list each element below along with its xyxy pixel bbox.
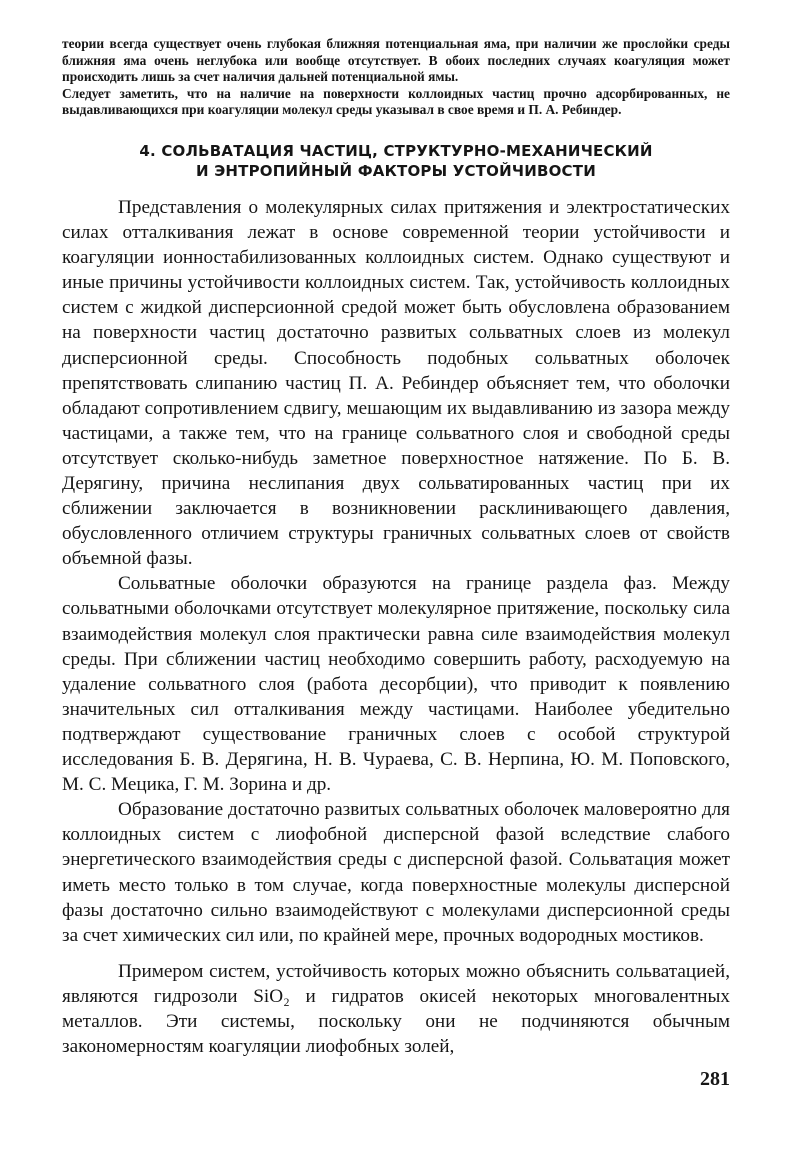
carryover-paragraph-1: теории всегда существует очень глубокая ближняя потенциальная яма, при наличии же прослойки среды ближняя яма очень неглубока или вообще отсутствует. В обоих последних случаях коагуляция может происходить лишь за счет наличия дальней потенциальной ямы. — [62, 36, 730, 85]
section-heading — [62, 141, 730, 181]
book-page — [62, 36, 730, 1059]
page-number: 281 — [700, 1068, 730, 1090]
body-paragraph-4: Примером систем, устойчивость которых можно объяснить сольватацией, являются гидрозоли SiO₂ и гидратов окисей некоторых многовалентных металлов. Эти системы, поскольку они не подчиняются обычным закономерностям коагуляции лиофобных золей, — [62, 960, 730, 1058]
body-paragraph-2: Сольватные оболочки образуются на границе раздела фаз. Между сольватными оболочками отсутствует молекулярное притяжение, поскольку сила взаимодействия молекул слоя практически равна силе взаимодействия молекул среды. При сближении частиц необходимо совершить работу, расходуемую на удаление сольватного слоя (работа десорбции), что приводит к появлению значительных сил отталкивания между частицами. Наиболее убедительно подтверждают существование граничных слоев с особой структурой исследования Б. В. Дерягина, Н. В. Чураева, С. В. Нерпина, Ю. М. Поповского, М. С. Мецика, Г. М. Зорина и др. — [62, 573, 730, 796]
body-paragraph-1: Представления о молекулярных силах притяжения и электростатических силах отталкивания лежат в основе современной теории устойчивости и коагуляции ионностабилизованных коллоидных систем. Однако существуют и иные причины устойчивости коллоидных систем. Так, устойчивость коллоидных систем с жидкой дисперсионной средой может быть обусловлена образованием на поверхности частиц достаточно развитых сольватных слоев из молекул дисперсионной среды. Способность подобных сольватных оболочек препятствовать слипанию частиц П. А. Ребиндер объясняет тем, что оболочки обладают сопротивлением сдвигу, мешающим их выдавливанию из зазора между частицами, а также тем, что на границе сольватного слоя и свободной среды отсутствует сколько-нибудь заметное поверхностное натяжение. По Б. В. Дерягину, причина неслипания двух сольватированных частиц при их сближении заключается в возникновении расклинивающего давления, обусловленного отличием структуры граничных сольватных слоев от свойств объемной фазы. — [62, 196, 730, 570]
body-paragraph-3: Образование достаточно развитых сольватных оболочек маловероятно для коллоидных систем с лиофобной дисперсной фазой вследствие слабого энергетического взаимодействия среды с дисперсной фазой. Сольватация может иметь место только в том случае, когда поверхностные молекулы дисперсной фазы достаточно сильно взаимодействуют с молекулами дисперсионной среды за счет химических сил или, по крайней мере, прочных водородных мостиков. — [62, 799, 730, 946]
section-heading-line-2: И ЭНТРОПИЙНЫЙ ФАКТОРЫ УСТОЙЧИВОСТИ — [196, 161, 596, 180]
section-heading-line-1: 4. СОЛЬВАТАЦИЯ ЧАСТИЦ, СТРУКТУРНО-МЕХАНИЧЕСКИЙ — [139, 141, 653, 160]
carryover-paragraph-2: Следует заметить, что на наличие на поверхности коллоидных частиц прочно адсорбированных, не выдавливающихся при коагуляции молекул среды указывал в свое время и П. А. Ребиндер. — [62, 85, 730, 118]
